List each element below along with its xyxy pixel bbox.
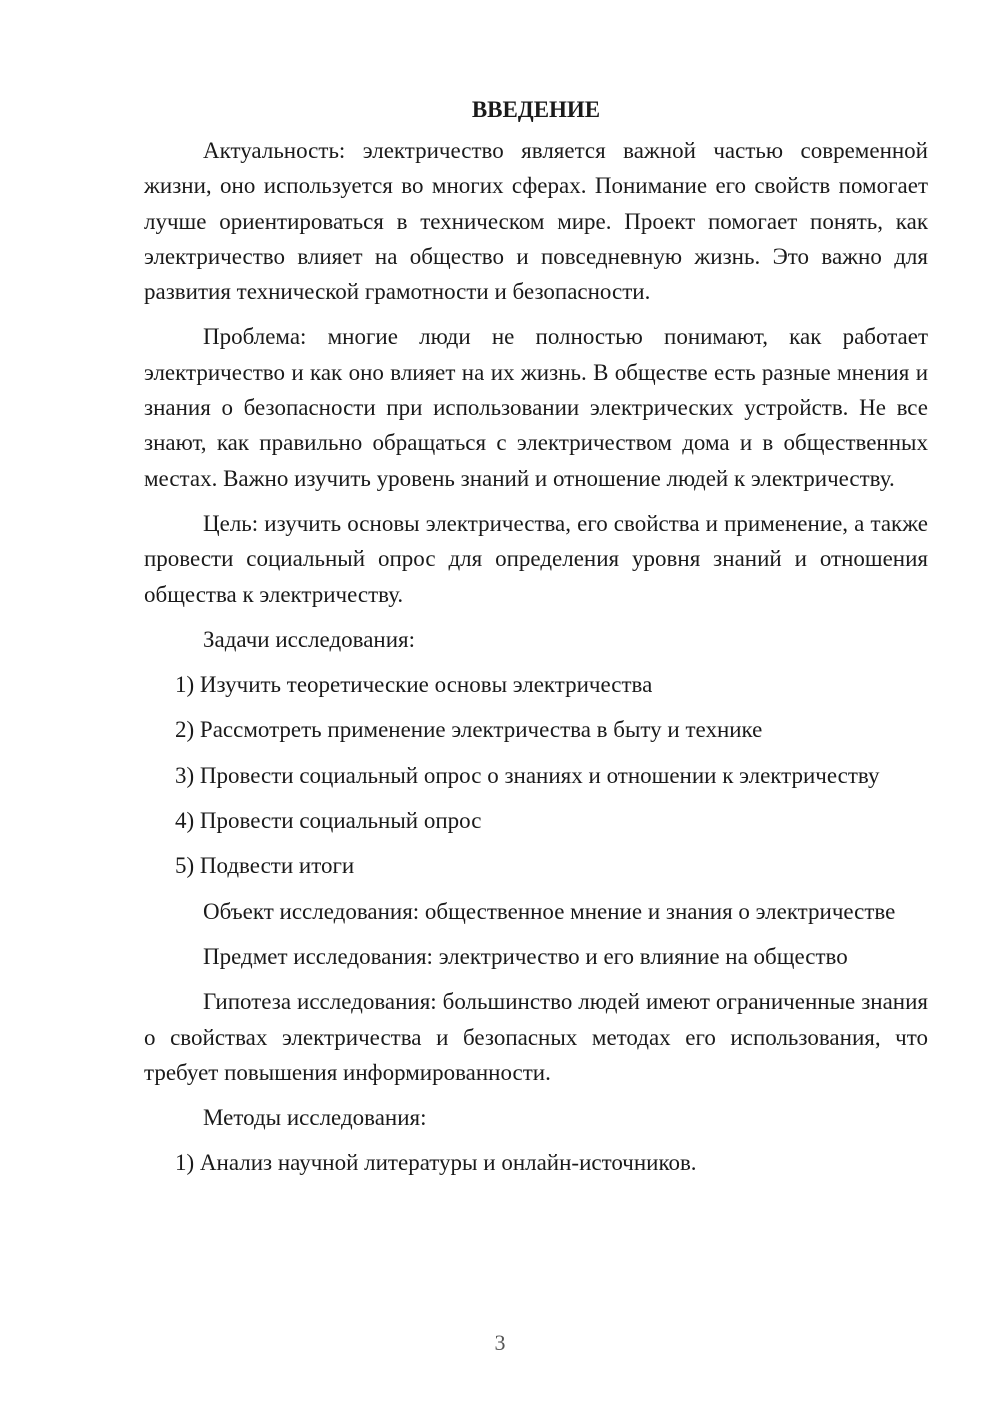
page-number: 3 bbox=[494, 1330, 506, 1355]
task-item: 3) Провести социальный опрос о знаниях и отношении к электричеству bbox=[175, 762, 880, 788]
task-item: 1) Изучить теоретические основы электричества bbox=[175, 672, 653, 698]
problem-paragraph: Проблема: многие люди не полностью понимают, как работает электричество и как оно влияет на их жизнь. В обществе есть разные мнения и знания о безопасности при использовании электрических устройств. Не все знают, как правильно обращаться с электричеством дома и в общественных местах. Важно изучить уровень знаний и отношение людей к электричеству. bbox=[144, 324, 928, 491]
tasks-heading: Задачи исследования: bbox=[203, 626, 416, 652]
subject-paragraph: Предмет исследования: электричество и его влияние на общество bbox=[203, 943, 848, 969]
hypothesis-paragraph: Гипотеза исследования: большинство людей имеют ограниченные знания о свойствах электричества и безопасных методах его использования, что требует повышения информированности. bbox=[144, 989, 928, 1085]
task-item: 5) Подвести итоги bbox=[175, 853, 355, 879]
task-item: 2) Рассмотреть применение электричества в быту и технике bbox=[175, 717, 763, 743]
methods-heading: Методы исследования: bbox=[203, 1105, 427, 1131]
section-title: ВВЕДЕНИЕ bbox=[471, 97, 601, 122]
object-paragraph: Объект исследования: общественное мнение и знания о электричестве bbox=[203, 898, 896, 924]
document-page bbox=[144, 92, 928, 1191]
task-item: 4) Провести социальный опрос bbox=[175, 808, 482, 834]
goal-paragraph: Цель: изучить основы электричества, его свойства и применение, а также провести социальный опрос для определения уровня знаний и отношения общества к электричеству. bbox=[144, 510, 928, 607]
relevance-paragraph: Актуальность: электричество является важной частью современной жизни, оно используется во многих сферах. Понимание его свойств помогает лучше ориентироваться в техническом мире. Проект помогает понять, как электричество влияет на общество и повседневную жизнь. Это важно для развития технической грамотности и безопасности. bbox=[144, 138, 928, 305]
method-item: 1) Анализ научной литературы и онлайн-источников. bbox=[175, 1150, 697, 1176]
